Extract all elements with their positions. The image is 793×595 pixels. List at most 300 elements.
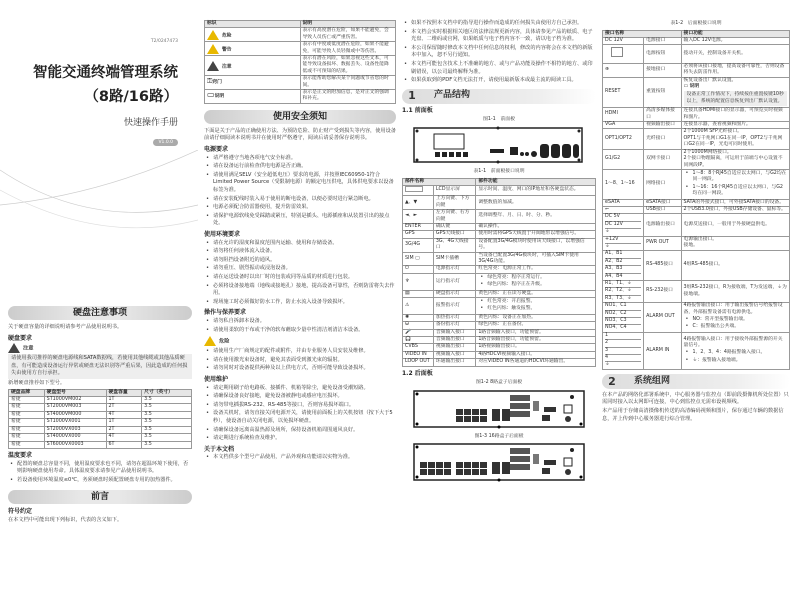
column-header: 硬盘容量 xyxy=(106,389,142,396)
caution-icon xyxy=(207,64,222,69)
function-text: 4路报警输入接口：用于接收外部报警源的开关量信号。 xyxy=(683,336,783,348)
column-header: 接口名称 xyxy=(603,30,682,37)
component-type: GPS天线接口 xyxy=(433,231,475,238)
interface-label: NO3、C3 xyxy=(605,317,641,324)
table-row xyxy=(9,419,192,426)
hdd-table xyxy=(8,389,192,449)
symbol-label: 说明 xyxy=(214,94,225,100)
safety-column xyxy=(204,0,396,595)
tip-icon: ⚿ xyxy=(207,77,213,86)
preface-heading: 前言 xyxy=(8,490,192,504)
front-fig-caption: 图1-1 前面板 xyxy=(483,117,515,123)
table-row xyxy=(403,185,596,195)
power-switch-icon xyxy=(611,47,623,57)
component-function xyxy=(476,231,596,238)
component-function xyxy=(476,322,596,329)
table-row xyxy=(403,238,596,252)
symbol-title: 符号约定 xyxy=(8,508,33,516)
front-panel-title: 1.1 前面板 xyxy=(402,106,433,114)
component-name xyxy=(403,266,434,273)
interface-name xyxy=(603,129,644,149)
safety-section-title: 操作与保养要求 xyxy=(204,309,247,317)
interface-name xyxy=(603,77,644,108)
bullet-item: • 若设备使用环境温度≤0℃，务须硬盘时须配置硬盘专用的加热器件。 xyxy=(8,477,192,485)
component-function xyxy=(476,359,596,366)
interface-label: DC 12V xyxy=(605,221,641,228)
bullet-item: • 设备关机时，请勿直接关闭电源开关，请使用前面板上的关机按钮（按下大于5秒），使设备自动关闭电源，以免损坏硬盘。 xyxy=(204,410,396,425)
note-header xyxy=(684,84,787,90)
interface-label: OPT1/OPT2 xyxy=(605,135,632,141)
interface-name xyxy=(603,45,644,63)
component-name xyxy=(403,210,434,224)
table-row xyxy=(403,329,596,336)
table-row xyxy=(603,169,790,199)
interface-name xyxy=(603,332,644,369)
component-function xyxy=(476,298,596,315)
table-cell: 希捷 xyxy=(9,404,45,411)
component-name xyxy=(403,314,434,321)
interface-function xyxy=(681,303,789,333)
component-function xyxy=(476,290,596,297)
table-row xyxy=(603,129,790,149)
network-paragraph: 在本产品的网络化部署系统中，中心服务器与监控点（即前段摄像机所处位置）只需同时接入以太网即可连接，中心到监控点无需布设视频线。 xyxy=(602,391,789,406)
table-cell: 4T xyxy=(106,411,142,418)
column-header: 硬盘品牌 xyxy=(9,389,45,396)
function-text: 4组RS-485接口。 xyxy=(683,262,724,268)
table-row xyxy=(603,214,790,236)
interface-function xyxy=(681,38,789,45)
interface-label: ⊕ xyxy=(605,67,610,73)
column-header: 标识 xyxy=(205,21,301,28)
table-cell: 2T xyxy=(106,426,142,433)
component-function xyxy=(476,273,596,290)
component-name xyxy=(403,322,434,329)
table-row xyxy=(603,63,790,77)
bullet-item: • 电源必须配合防雷器使用，提升防雷效果。 xyxy=(204,204,396,212)
bullet-item: • 请使用满足SELV（安全超低电压）要求的电源，并按照IEC60950-1符合Limited Power Source（受限制电源）的额定电压供电，具体供电要求以设备标签为准。 xyxy=(204,172,396,195)
function-text: 显示时间、温度、网口的IP地址和各硬盘状态。 xyxy=(478,187,579,193)
table-row xyxy=(403,210,596,224)
component-label: 🎤 xyxy=(405,329,411,335)
maint-title: 使用维护 xyxy=(204,376,229,383)
interface-type: USB接口 xyxy=(644,206,681,213)
symbol-label: 危险 xyxy=(222,33,232,39)
bullet-item: • 1～8：8个RJ45自适应以太网口，与G2均在同一网段。 xyxy=(684,171,787,184)
bullet-item: • 如果不按照本文档中的指导进行操作而造成的任何损失由使用方自己承担。 xyxy=(402,20,596,28)
bullet-item: • 请确保设备远离高温热源及场所，保持设备机箱周围通风良好。 xyxy=(204,427,396,435)
function-text: 选择调整年、月、日、时、分、秒。 xyxy=(478,213,556,219)
table-row xyxy=(205,76,396,90)
table-row xyxy=(603,251,790,281)
table-cell: 3.5 xyxy=(142,419,192,426)
function-text: 恢复设备出厂默认设置。 xyxy=(683,77,737,83)
component-type: 上方向键、下方向键 xyxy=(433,196,475,210)
interface-label: ⏚ xyxy=(605,243,641,250)
column-header: 尺寸（英寸） xyxy=(142,389,192,396)
symbol-cell xyxy=(205,42,301,56)
interface-label: NO2、C2 xyxy=(605,310,641,317)
interface-label: DC 5V xyxy=(605,214,620,220)
caution-note xyxy=(8,343,192,379)
column-header: 部件名称 xyxy=(403,178,476,185)
bullet-item: • 请定期进行系统检查及维护。 xyxy=(204,435,396,443)
component-function xyxy=(476,351,596,358)
component-label: LOOP OUT xyxy=(405,359,430,365)
bullet-item: • 请保护电源软线免受踩踏或紧压，特别是插头、电源插座和从装置引出的接点处。 xyxy=(204,213,396,228)
table-cell: ST6000VX0003 xyxy=(44,441,106,448)
interface-label: A4、B4 xyxy=(605,273,641,280)
component-name xyxy=(403,329,434,336)
about-title: 关于本文档 xyxy=(204,445,235,453)
component-type: 运行指示灯 xyxy=(433,273,475,290)
component-label: ⛁ xyxy=(405,322,410,328)
table-row xyxy=(9,404,192,411)
function-text: 黄色闪烁：正在读写硬盘。 xyxy=(478,290,536,296)
function-text: 必须将该接口接地，提高设备可靠性，否则设备将失去防雷作用。 xyxy=(683,63,785,76)
table-row xyxy=(403,359,596,366)
interface-label: R3、T3、⏚ xyxy=(605,295,641,302)
function-text: 当设备已配置3G/4G模块时，可插入SIM卡使用3G/4G功能。 xyxy=(478,252,579,264)
function-text: 绿色闪烁：正在备份。 xyxy=(478,322,527,328)
interface-label: NO1、C1 xyxy=(605,303,627,309)
bullet-item: • C：报警输出公共端。 xyxy=(684,324,787,330)
table-row xyxy=(603,122,790,129)
component-type: 左方向键、右方向键 xyxy=(433,210,475,224)
table-cell: ST2000VM003 xyxy=(44,404,106,411)
interface-label: eSATA xyxy=(605,199,620,205)
component-type: 加热指示灯 xyxy=(433,314,475,321)
component-label: ▤ xyxy=(405,290,410,296)
component-label: ♆ xyxy=(405,278,410,284)
component-type: SIM卡插槽 xyxy=(433,252,475,266)
bullet-item: • 本公司保留随时修改本文档中任何信息的权利，修改的内容将会在本文档的新版本中加入，恕不另行通知。 xyxy=(402,45,596,60)
table-row xyxy=(205,28,396,42)
interface-type: 双网卡接口 xyxy=(644,149,681,169)
table-cell: 4T xyxy=(106,434,142,441)
function-text: 1路音频输入接口，功能预留。 xyxy=(478,329,544,335)
cover-column xyxy=(0,0,198,595)
bullet-item: • 本文档供多个型号产品使用，产品外观和功能请以实物为准。 xyxy=(204,454,396,462)
component-name xyxy=(403,238,434,252)
interface-type: 视频输出接口 xyxy=(644,122,681,129)
component-type: 硬盘指示灯 xyxy=(433,290,475,297)
component-label: 3G/4G xyxy=(405,241,421,247)
interface-label: A1、B1 xyxy=(605,251,623,257)
bullet-item: • 请勿带电插拔RS-232、RS-485等接口，否则容易损坏端口。 xyxy=(204,402,396,410)
table-row xyxy=(403,231,596,238)
bullet-item: • 请使用柔软的干布或干净的软布蘸取少量中性清洁剂清洁本设备。 xyxy=(204,327,396,335)
table-row xyxy=(603,108,790,122)
table-row xyxy=(403,290,596,297)
component-label: ▲、▼ xyxy=(405,199,418,205)
bullet-item: • 请勿将任何液体流入设备。 xyxy=(204,248,396,256)
front-table-caption: 表1-1 前面板接口说明 xyxy=(473,168,525,174)
table-row xyxy=(603,149,790,169)
interface-label: 1～8、1～16 xyxy=(605,181,635,187)
note-text: 设备正常工作情况下，持续按住重置按键10秒以上，系统的配置信息恢复到出厂默认设置。 xyxy=(684,91,787,106)
rear-fig8-caption: 图1-2 8路盒子后面板 xyxy=(476,380,522,386)
function-text: 设备配置3G/4G模块时使用该天线接口，以增强信号。 xyxy=(478,238,585,251)
bullet-item: • 本文档会实时根据相关地区的法律法规更新内容，具体请参见产品的纸质、电子光盘、二维码或官网，如果纸质与电子档内容不一致，请以电子档为准。 xyxy=(402,29,596,44)
rear-column xyxy=(602,0,790,595)
function-text: 电源反送接口，一般用于外接硬盘供电。 xyxy=(683,221,770,227)
component-name xyxy=(403,344,434,351)
table-row xyxy=(403,322,596,329)
component-function xyxy=(476,223,596,230)
temp-list xyxy=(8,461,192,485)
table-cell: 3.5 xyxy=(142,426,192,433)
caution-icon xyxy=(8,343,20,353)
interface-type: 高清多媒体接口 xyxy=(644,108,681,122)
table-row xyxy=(9,434,192,441)
hdd-recommend: 新增硬盘推荐如下型号。 xyxy=(8,380,66,387)
table-cell: 希捷 xyxy=(9,434,45,441)
bullet-item: • 绿色常亮：程序正常运行。 xyxy=(478,275,593,281)
table-row xyxy=(403,196,596,210)
symbol-cell xyxy=(205,56,301,76)
symbol-description: 表示能帮助您解决某个问题或节省您的时间。 xyxy=(300,76,396,90)
doc-title: 智能交通终端管理系统 xyxy=(33,65,178,81)
interface-label: R2、T2、⏚ xyxy=(605,287,641,294)
table-row xyxy=(403,344,596,351)
component-type: 音频输出接口 xyxy=(433,337,475,344)
bullet-item: • 请在运送设备时以出厂时的包装或同等品质的材质进行包装。 xyxy=(204,274,396,282)
bullet-item: • 如果获取到的PDF文档无法打开，请使用最新版本或最主流的阅读工具。 xyxy=(402,77,596,85)
function-text: 1路视频输出接口。 xyxy=(478,344,520,350)
bullet-item: • 请勿重压、剧烈振动或浸泡设备。 xyxy=(204,265,396,273)
component-type: 电源指示灯 xyxy=(433,266,475,273)
table-cell: 3.5 xyxy=(142,397,192,404)
component-name xyxy=(403,185,434,195)
bullet-item: • 1、2、3、4：4路报警输入接口。 xyxy=(684,350,787,356)
component-function xyxy=(476,196,596,210)
safety-intro: 下面是关于产品的正确使用方法、为预防危险、防止财产受到损失等内容，使用设备前请仔细阅读本说明书并在使用时严格遵守，阅读后请妥善保存说明书。 xyxy=(204,127,396,142)
table-cell: 1T xyxy=(106,397,142,404)
function-text: OPT1与千兆网口G1在同一IP，OPT2与千兆网口G2在同一IP，光电可同时使用。 xyxy=(683,135,783,148)
component-label: 🎧 xyxy=(405,337,411,343)
component-name xyxy=(403,290,434,297)
table-row xyxy=(9,411,192,418)
interface-label: 4 xyxy=(605,354,641,361)
interface-function xyxy=(681,63,789,77)
function-text: 连接显示器，查看视频和图片。 xyxy=(683,122,751,128)
interface-name xyxy=(603,63,644,77)
symbol-label: 窍门 xyxy=(212,80,222,86)
safety-list xyxy=(204,240,396,307)
component-type: 视频输出接口 xyxy=(433,344,475,351)
table-row xyxy=(403,351,596,358)
version-badge: V1.0.0 xyxy=(153,139,178,146)
function-text: 2个1000M网络接口。 xyxy=(683,149,732,155)
symbol-label: 警告 xyxy=(222,47,232,53)
symbol-table xyxy=(204,20,396,104)
component-label: SIM ▢ xyxy=(405,255,420,261)
interface-name xyxy=(603,169,644,199)
symbol-description: 表示有潜在风险，如果忽视这些文本，可能导致设备损坏、数据丢失、设备性能降低或不可预知的结果。 xyxy=(300,56,396,76)
table-row xyxy=(403,337,596,344)
interface-function xyxy=(681,77,789,108)
product-column xyxy=(402,0,596,595)
interface-name xyxy=(603,214,644,236)
interface-label: ⏚ xyxy=(605,228,641,235)
table-row xyxy=(205,42,396,56)
function-text: 使用时需将GPS天线置于开阔地带以增强信号。 xyxy=(478,231,580,237)
function-text: 输入DC 12V电源。 xyxy=(683,38,726,43)
function-text: 调整数值的加减。 xyxy=(478,199,517,205)
table-cell: 2T xyxy=(106,404,142,411)
function-text: 红色常亮：电源正常工作。 xyxy=(478,266,536,272)
doc-code: T2/0247473 xyxy=(150,39,178,44)
component-label: VIDEO IN xyxy=(405,351,427,357)
table-row xyxy=(9,397,192,404)
table-row xyxy=(403,252,596,266)
component-type: 确认键 xyxy=(433,223,475,230)
interface-label: A3、B3 xyxy=(605,265,641,272)
warning-icon xyxy=(207,47,222,52)
front-panel-figure xyxy=(402,126,596,166)
symbol-intro: 在本文档中可能出现下列标识，代表的含义如下。 xyxy=(8,516,123,523)
component-type: 音频输入接口 xyxy=(433,329,475,336)
bullet-item: • 本文档可能包含技术上不准确的地方、或与产品功能及操作不相符的地方、或印刷错误，以公司最终解释为准。 xyxy=(402,61,596,76)
bullet-item: • 请确保设备良好接地，避免设备被静电或感应电压损坏。 xyxy=(204,393,396,401)
table-cell: ST4000VM000 xyxy=(44,411,106,418)
interface-name xyxy=(603,108,644,122)
component-label: CVBS xyxy=(405,344,418,350)
function-text: 拨动开关，控制设备开关机。 xyxy=(683,50,746,56)
section-title: 系统组网 xyxy=(634,375,671,386)
interface-function xyxy=(681,214,789,236)
interface-type: ALARM IN xyxy=(644,332,681,369)
function-text: 对应VIDEO IN各通道的HDCVI环通输出。 xyxy=(478,359,569,365)
lcd-icon xyxy=(405,186,423,192)
danger-icon xyxy=(207,33,222,38)
table-cell: ST1000VM002 xyxy=(44,397,106,404)
interface-type: 重置按钮 xyxy=(644,77,681,108)
component-label: ENTER xyxy=(405,223,421,229)
bullet-item: • NO：常开型报警输出端。 xyxy=(684,317,787,323)
table-cell: 希捷 xyxy=(9,411,45,418)
symbol-label: 注意 xyxy=(222,64,232,70)
interface-function xyxy=(681,199,789,206)
interface-label: R1、T1、⏚ xyxy=(605,281,632,286)
component-name xyxy=(403,337,434,344)
component-name xyxy=(403,223,434,230)
component-function xyxy=(476,314,596,321)
hdd-intro: 关于硬盘容量的详细说明请参考产品使用说明书。 xyxy=(8,324,123,330)
rear-panel-title: 1.2 后面板 xyxy=(402,369,433,377)
function-text: 确认操作。 xyxy=(478,223,503,229)
symbol-description: 表示有高度潜在危险，如果不能避免，会导致人员伤亡或严重伤害。 xyxy=(300,28,396,42)
table-row xyxy=(403,266,596,273)
note-icon: ▭ xyxy=(683,84,690,90)
table-cell: 希捷 xyxy=(9,426,45,433)
safety-section-title: 使用环境要求 xyxy=(204,231,241,238)
component-name xyxy=(403,273,434,290)
rear-table-caption: 表1-2 后面板接口说明 xyxy=(670,21,722,26)
rear-panel-8ch-figure xyxy=(402,389,596,431)
table-cell: 希捷 xyxy=(9,441,45,448)
column-header: 接口功能 xyxy=(681,30,789,37)
danger-label: 危险 xyxy=(219,338,230,345)
table-cell: ST4000VX000 xyxy=(44,434,106,441)
table-cell: ST1000VX001 xyxy=(44,419,106,426)
table-row xyxy=(205,56,396,76)
interface-type: 电源接口 xyxy=(644,38,681,45)
component-type: 报警指示灯 xyxy=(433,298,475,315)
safety-list xyxy=(204,318,396,334)
interface-label: ⭠ xyxy=(605,206,609,212)
interface-type: 光纤接口 xyxy=(644,129,681,149)
section-number: 1 xyxy=(408,89,416,103)
safety-list xyxy=(204,155,396,228)
interface-label: G1/G2 xyxy=(605,156,621,162)
note-icon: ▭ xyxy=(207,90,215,100)
bullet-item: • 请在设备运行前检查供电电源是否正确。 xyxy=(204,163,396,171)
interface-name xyxy=(603,122,644,129)
interface-type: RS-232接口 xyxy=(644,281,681,303)
function-text: SATA的外接式接口，可外接SATA接口的设备。 xyxy=(683,199,785,205)
column-header: 硬盘型号 xyxy=(44,389,106,396)
table-row xyxy=(603,199,790,206)
section-product-structure xyxy=(402,89,596,104)
table-row xyxy=(403,314,596,321)
interface-name xyxy=(603,303,644,333)
interface-label: 2 xyxy=(605,339,641,346)
section-number: 2 xyxy=(608,374,616,388)
interface-function xyxy=(681,236,789,251)
component-name xyxy=(403,298,434,315)
function-text: 4路HDCVI视频输入接口。 xyxy=(478,351,536,357)
bullet-item: • 请在安装配线时装入易于使用的断电设备，以便必要时进行紧急断电。 xyxy=(204,196,396,204)
component-type: 环通输出接口 xyxy=(433,359,475,366)
interface-name xyxy=(603,281,644,303)
function-text: 电源输出接口。 xyxy=(683,237,718,243)
table-row xyxy=(403,223,596,230)
function-text: 1路音频输出接口，功能预留。 xyxy=(478,337,544,343)
table-cell: 3.5 xyxy=(142,441,192,448)
symbol-cell xyxy=(205,76,301,90)
table-cell: 3.5 xyxy=(142,404,192,411)
interface-label: RESET xyxy=(605,89,621,95)
rear-panel-16ch-figure xyxy=(402,442,596,484)
interface-label: HDMI xyxy=(605,111,618,117)
component-function xyxy=(476,185,596,195)
bullet-item: • 请勿阻挡设备附近的通风。 xyxy=(204,257,396,265)
interface-function xyxy=(681,149,789,169)
safety-section-title: 电源要求 xyxy=(204,146,229,154)
interface-label: 3 xyxy=(605,347,641,354)
component-name xyxy=(403,252,434,266)
danger-icon xyxy=(204,336,216,346)
function-text: 连接具备HDMI接口的显示器，可预览实时视频和图片。 xyxy=(683,108,783,120)
interface-name xyxy=(603,236,644,251)
note-label: 注意 xyxy=(23,345,34,352)
component-function xyxy=(476,344,596,351)
table-row xyxy=(603,236,790,251)
table-row xyxy=(603,303,790,333)
symbol-description: 表示是正文的附加信息，是对正文的强调和补充。 xyxy=(300,90,396,104)
function-text: 4路报警输出接口：用于输出报警信号给报警设备，外部报警设备需有电源供电。 xyxy=(683,303,783,315)
bullet-item: • 请严格遵守当地各项电气安全标准。 xyxy=(204,155,396,163)
function-text: 2个1000M SFP光纤接口。 xyxy=(683,129,742,135)
table-cell: 希捷 xyxy=(9,397,45,404)
component-label: ✺ xyxy=(405,314,410,320)
symbol-description: 表示有中度或低度潜在危险，如果不能避免，可能导致人员轻微或中等伤害。 xyxy=(300,42,396,56)
interface-function xyxy=(681,281,789,303)
note-text: 请使用我司推荐的硬盘电源线和SATA数据线，若使用其他线缆或其他品质硬盘，有可能造成设备运行异常或硬盘无法识别等严重后果，因此造成的任何损失由使用方自行承担。 xyxy=(8,354,192,379)
bullet-item: • 请勿私自拆卸本设备。 xyxy=(204,318,396,326)
component-name xyxy=(403,231,434,238)
